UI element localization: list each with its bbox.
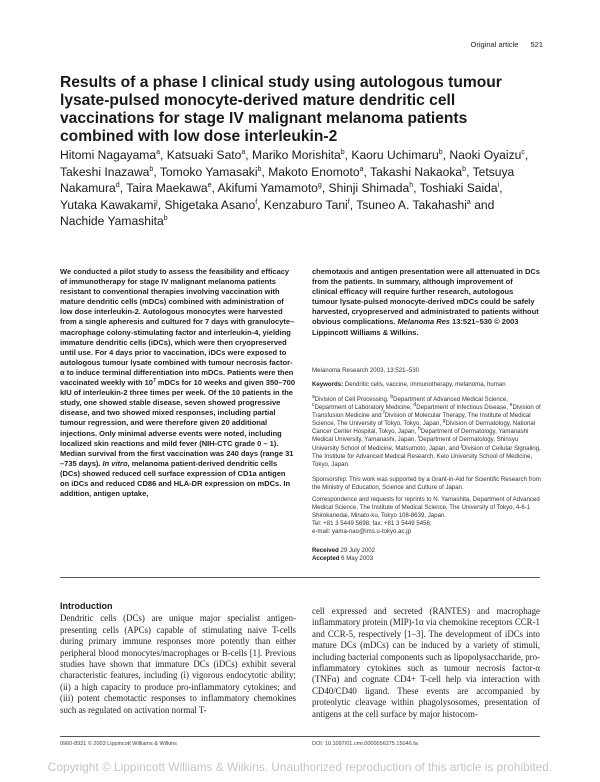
contact-email: e-mail: yama-nao@ims.u-tokyo.ac.jp [312,528,411,536]
affiliation-text: Department of Advanced Medical Science, [393,396,508,403]
author-name [420,181,500,195]
author-name-text: Tetsuya Nakamura [60,164,515,196]
copyright-notice: Copyright © Lippincott Williams & Wilkins. Unauthorized reproduction of this article is prohibited. [47,760,553,774]
author-affiliation-mark: e [207,182,212,190]
affiliation-mark: g [442,418,446,425]
author-name [356,198,471,212]
journal-line: Melanoma Research 2003, 13:521–530 [312,367,420,374]
abstract-text-2: mDCs for 10 weeks and given 350–700 kIU of interleukin-2 three times per week. Of the 10 patients in the study, one showed stable disease, seven showed progressive disease, and two showed mixed responses, including partial tumour regression, and were therefore given 20 additional injections. Only minimal adverse events were noted, including localized skin reactions and mild fever (NIH-CTC grade 0 – 1). Median survival from the first vaccination was 240 days (range 31 –735 days). [60,378,295,468]
accepted-date [312,555,542,563]
abstract-text-4: chemotaxis and antigen presentation were all attenuated in DCs from the patients. In summary, although improvement of clinical efficacy will require further research, autologous tumour lysate-pulsed monocyte-derived mDCs could be safely harvested, cryopreserved and administrated to patients without obvious complications. [312,267,540,327]
affiliation-mark: f [383,410,385,417]
author-name-text: Naoki Oyaizu [449,148,522,162]
author-name [167,148,246,162]
author-name-text: Takashi Nakaoka [370,164,463,179]
affiliation-mark: i [417,434,419,441]
footer-divider [60,736,540,737]
author-name-text: Mariko Morishita [252,148,341,162]
author-affiliation-mark: a [359,165,364,173]
author-name [449,148,524,162]
author-name [370,165,466,179]
contact-phone: Tel: +81 3 5449 5698; fax: +81 3 5449 5456; [312,520,432,528]
page-number: 521 [530,40,543,49]
affiliation-mark: b [390,394,394,400]
correspondence [312,496,542,536]
accepted-label: Accepted [312,555,340,562]
author-name [218,181,322,195]
footer-doi: DOI: 10.1097/01.cmr.0000056275.15046.fa [312,741,418,747]
author-name [126,181,211,195]
affiliation-text: Division of Molecular Therapy, The Institute of Medical Science, The University of Tokyo, Tokyo, Japan, [312,412,531,428]
author-affiliation-mark: j [156,198,158,206]
keywords-label: Keywords: [312,381,344,388]
author-name [60,165,153,179]
author-name-text: Kenzaburo Tani [263,197,348,212]
author-affiliation-mark: a [241,149,246,156]
author-name-text: Taira Maekawa [126,181,208,196]
author-name-text: Shigetaka Asano [164,197,256,212]
affiliation-mark: h [417,426,421,433]
intro-left-column [60,601,296,716]
author-name [351,148,442,162]
author-name-text: Hitomi Nagayama [60,148,157,162]
author-name-text: Shinji Shimada [328,181,410,196]
author-affiliation-mark: f [347,198,350,206]
author-affiliation-mark: b [257,165,262,173]
section-label: Original article [470,40,519,49]
author-name [329,181,414,195]
intro-right-column: cell expressed and secreted (RANTES) and macrophage inflammatory protein (MIP)-1α via chemokine receptors CCR-1 and CCR-5, respectively [1–3]. The development of iDCs into mature DCs (mDCs) can be induced by a variety of stimuli, including bacterial components such as lipopolysaccharide, pro-inflammatory cytokines such as tumour necrosis factor-α (TNFα) and cognate CD4+ T-cell help via interaction with CD40/CD40 ligand. These events are accompanied by proteolytic cleavage within phagolysosomes, presentation of antigens at the cell surface by major histocom- [312,606,540,719]
author-name-text: Toshiaki Saida [419,181,498,196]
author-list: Hitomi Nagayama$^a$, Katsuaki Sato$^a$, Mariko Morishita$^b$, Kaoru Uchimaru$^b$, Naoki Oyaizu$^c$, Takeshi Inazawa$^b$, Tomoko Yamasaki$^b$, Makoto Enomoto$^a$, Takashi Nakaoka$^b$, Tetsuya Nakamura$^d$, Taira Maekawa$^e$, Akifumi Yamamoto$^g$, Shinji Shimada$^h$, Toshiaki Saida$^i$, Yutaka Kawakami$^j$, Shigetaka Asano$^f$, Kenzaburo Tani$^f$, Tsuneo A. Takahashi$^a$ and Nachide Yamashita$^b$ [60,148,529,229]
affiliation-text: Division of Dermatology, National Cancer Center Hospital, Tokyo, Japan, [312,420,536,436]
sponsorship: Sponsorship: This work was supported by a Grant-in-Aid for Scientific Research from the Ministry of Education, Science and Culture of Japan. [312,476,541,492]
author-affiliation-mark: c [521,149,525,156]
author-affiliation-mark: g [317,182,322,190]
author-name [60,214,168,228]
abstract-right-column [312,267,540,338]
author-affiliation-mark: d [115,182,120,190]
abstract-text-3: , melanoma patient-derived dendritic cells (DCs) showed reduced cell surface expression of CD1a antigen on iDCs and reduced CD86 and HLA-DR expression on mDCs. In addition, antigen uptake, [60,458,291,499]
affiliation-mark: j [460,442,462,449]
author-affiliation-mark: b [163,215,168,223]
article-title: Results of a phase I clinical study using autologous tumour lysate-pulsed monocyte-derived mature dendritic cell vaccinations for stage IV malignant melanoma patients combined with low dose interleukin-2 [60,74,502,145]
author-name [252,148,345,162]
author-name-text: Katsuaki Sato [166,148,242,162]
affiliation-text: Division of Cell Processing, [314,396,391,403]
accepted-value: 6 May 2003 [341,555,373,562]
affiliation-mark: d [413,402,417,409]
author-name-text: Akifumi Yamamoto [217,181,318,196]
author-name [60,198,158,212]
author-affiliation-mark: h [409,182,414,190]
author-name [164,198,257,212]
author-affiliation-mark: f [255,198,258,206]
affiliation-mark: e [509,402,513,409]
author-name [60,148,160,162]
received-date [312,547,542,555]
affiliation-text: Department of Laboratory Medicine, [314,404,414,412]
author-affiliation-mark: a [466,198,471,206]
author-name-text: Tomoko Yamasaki [159,164,258,179]
author-name-text: Tsuneo A. Takahashi [356,197,467,212]
affiliation-text: Division of Cellular Signaling, The Institute for Advanced Medical Research, Keio University School of Medicine, Tokyo, Japan. [312,444,541,468]
correspondence-text: Correspondence and requests for reprints to N. Yamashita, Department of Advanced Medical Science, The Institute of Medical Science, The University of Tokyo, 4-6-1 Shirokanedai, Minato-ku, Tokyo 108-8639, Japan. [312,496,540,520]
keywords-text: Dendritic cells, vaccine, immunotherapy, melanoma, human [344,381,506,388]
author-name-text: Nachide Yamashita [60,214,164,229]
affiliation-mark: a [312,394,315,400]
author-name [160,165,262,179]
citation-tail: 13:521–530 © 2003 Lippincott Williams & Wilkins. [312,317,519,337]
journal-abbrev: Melanoma Res [397,317,450,327]
keywords [312,381,542,389]
running-header [471,40,543,49]
author-name [268,165,363,179]
received-label: Received [312,547,339,554]
affiliation-text: Division of Transfusion Medicine and [312,404,541,420]
author-affiliation-mark: i [497,182,500,190]
author-affiliation-mark: b [149,165,154,173]
abstract-exponent: 7 [152,378,156,385]
author-affiliation-mark: b [462,165,467,173]
affiliations [312,396,542,469]
received-value: 29 July 2002 [340,547,376,554]
abstract-text-1: We conducted a pilot study to assess the feasibility and efficacy of immunotherapy for stage IV malignant melanoma patients resistant to conventional therapies involving vaccination with mature dendritic cells (mDCs) combined with administration of low dose interleukin-2. Autologous monocytes were harvested from a single apheresis and cultured for 7 days with granulocyte–macrophage colony-stimulating factor and interleukin-4, yielding immature dendritic cells (iDCs), which were then cryopreserved until use. For 4 days prior to vaccination, iDCs were exposed to autologous tumour lysate combined with tumour necrosis factor-α to induce terminal differentiation into mDCs. Patients were then vaccinated weekly with 10 [60,267,295,388]
affiliation-mark: c [312,402,315,409]
affiliation-text: Department of Dermatology, Shinsyu University School of Medicine, Matsumoto, Japan, and [312,436,519,452]
footer-issn: 0960-8931 © 2003 Lippincott Williams & Wilkins [60,741,177,747]
author-affiliation-mark: b [340,149,345,156]
author-name-text: Makoto Enomoto [268,164,360,179]
author-name [264,198,350,212]
abstract-italic: In vitro [102,458,128,468]
author-affiliation-mark: a [156,149,161,156]
author-name-text: Takeshi Inazawa [60,164,150,179]
section-divider [60,577,540,578]
abstract-left-column [60,267,296,499]
author-name-text: Kaoru Uchimaru [351,148,439,162]
intro-left-text: Dendritic cells (DCs) are unique major specialist antigen-presenting cells (APCs) capable of stimulating naive T-cells during primary immune responses more potently than either peripheral blood monocytes/macrophages or B-cells [1]. Previous studies have shown that immature DCs (iDCs) exhibit several characteristic features, including (i) vigorous endocytotic ability; (ii) a high capacity to produce pro-inflammatory cytokines; and (iii) potent chemotactic responses to inflammatory chemokines such as regulated on activation normal T- [60,613,296,715]
affiliation-text: Department of Dermatology, Yamanashi Medical University, Yamanashi, Japan, [312,428,529,444]
intro-heading: Introduction [60,601,113,611]
author-affiliation-mark: b [438,149,443,156]
affiliation-text: Department of Infectious Disease, [416,404,510,412]
author-name-text: Yutaka Kawakami [60,197,157,212]
